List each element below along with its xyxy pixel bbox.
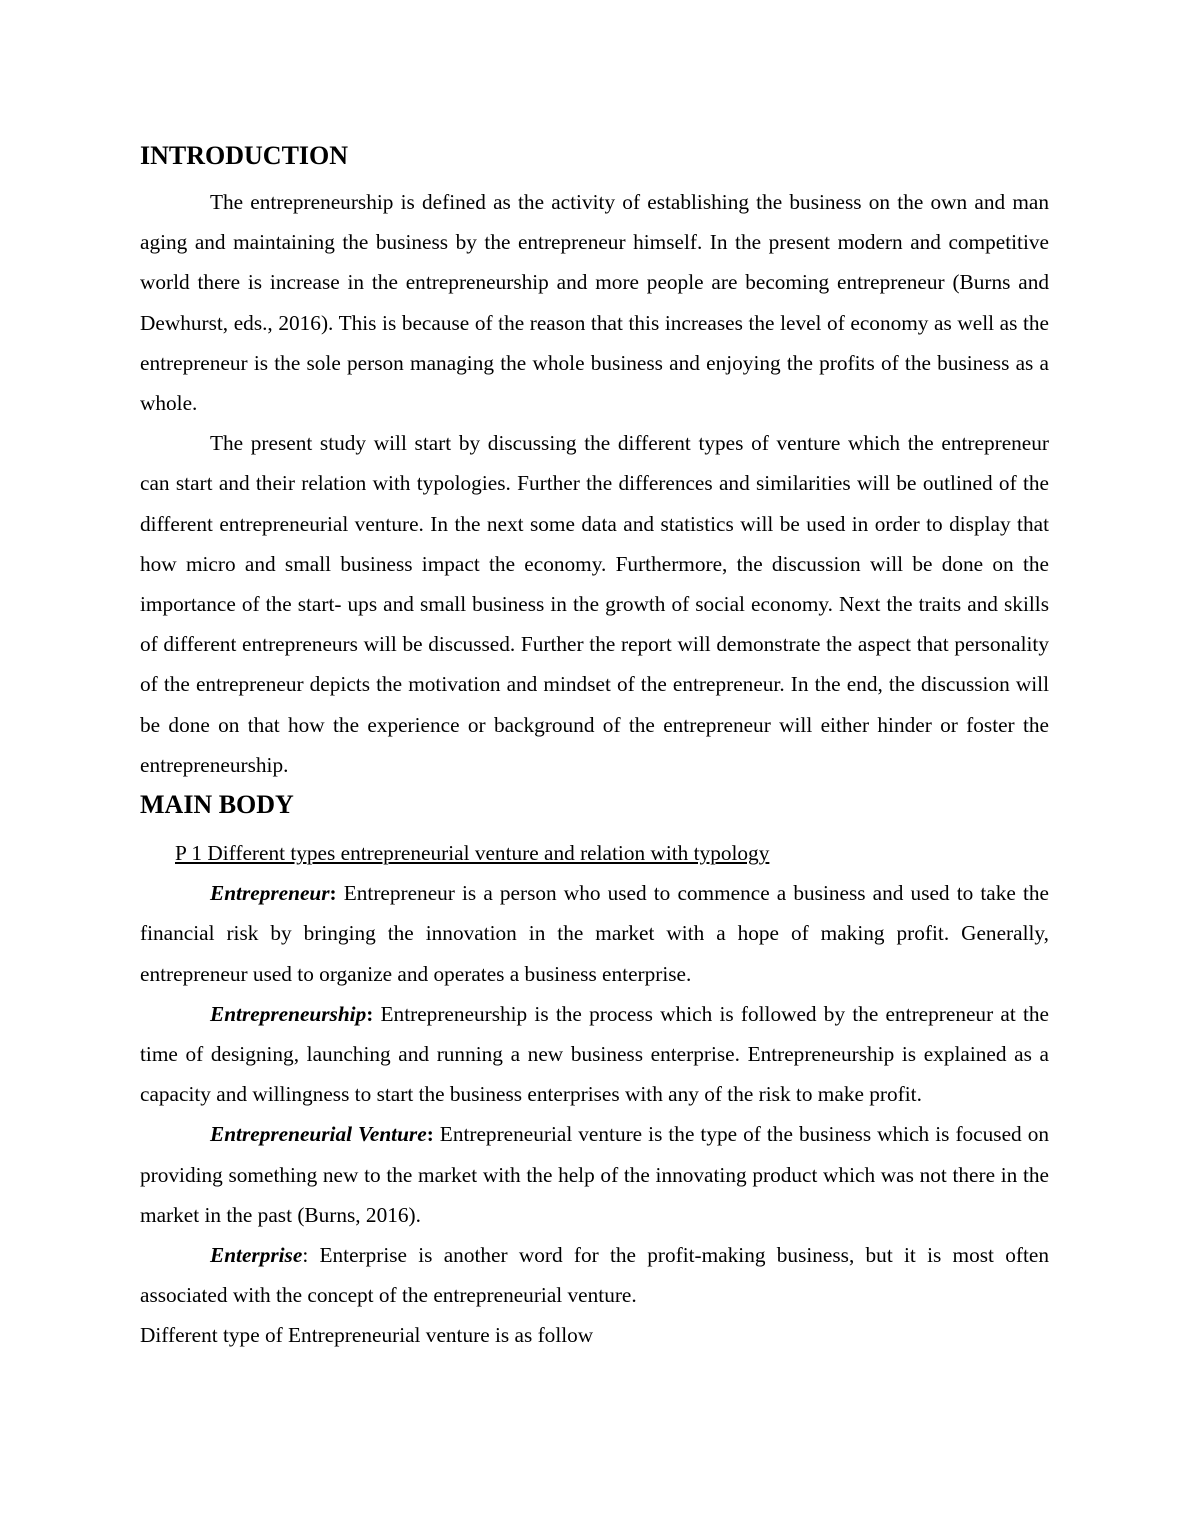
introduction-heading: INTRODUCTION	[140, 141, 349, 170]
main-body-heading: MAIN BODY	[140, 790, 294, 820]
definition-colon: :	[366, 1001, 374, 1026]
closing-line: Different type of Entrepreneurial venture is as follow	[140, 1323, 594, 1348]
definition-term: Entrepreneurial Venture	[210, 1122, 427, 1147]
page-content	[140, 136, 1049, 1356]
section-subheading: P 1 Different types entrepreneurial venture and relation with typology	[175, 841, 770, 866]
definition-text: Entrepreneurial venture is the type of the business which is focused on providing something new to the market with the help of the innovating product which was not there in the market in the past (Burns, 2016).	[140, 1122, 1049, 1227]
definition-text: Entrepreneur is a person who used to commence a business and used to take the financial risk by bringing the innovation in the market with a hope of making profit. Generally, entrepreneur used to organize and operates a business enterprise.	[140, 881, 1049, 986]
definition-term: Entrepreneur	[210, 881, 330, 906]
definition-term: Entrepreneurship	[210, 1001, 367, 1026]
definition-colon: :	[302, 1243, 309, 1268]
definition-entrepreneurial-venture	[140, 1114, 1049, 1235]
definition-entrepreneur	[140, 873, 1049, 994]
definition-enterprise	[140, 1235, 1049, 1315]
introduction-paragraph-2: The present study will start by discussing the different types of venture which the entrepreneur can start and their relation with typologies. Further the differences and similarities will be outlined of the different entrepreneurial venture. In the next some data and statistics will be used in order to display that how micro and small business impact the economy. Furthermore, the discussion will be done on the importance of the start- ups and small business in the growth of social economy. Next the traits and skills of different entrepreneurs will be discussed. Further the report will demonstrate the aspect that personality of the entrepreneur depicts the motivation and mindset of the entrepreneur. In the end, the discussion will be done on that how the experience or background of the entrepreneur will either hinder or foster the entrepreneurship.	[140, 431, 1049, 777]
definition-colon: :	[426, 1122, 434, 1147]
definition-entrepreneurship	[140, 994, 1049, 1115]
definition-text: Enterprise is another word for the profit-making business, but it is most often associated with the concept of the entrepreneurial venture.	[140, 1243, 1049, 1308]
introduction-paragraph-1: The entrepreneurship is defined as the activity of establishing the business on the own and man aging and maintaining the business by the entrepreneur himself. In the present modern and competitive world there is increase in the entrepreneurship and more people are becoming entrepreneur (Burns and Dewhurst, eds., 2016). This is because of the reason that this increases the level of economy as well as the entrepreneur is the sole person managing the whole business and enjoying the profits of the business as a whole.	[140, 190, 1049, 416]
definition-term: Enterprise	[210, 1243, 303, 1268]
definition-colon: :	[329, 881, 337, 906]
spacer	[140, 825, 1049, 833]
definition-text: Entrepreneurship is the process which is followed by the entrepreneur at the time of designing, launching and running a new business enterprise. Entrepreneurship is explained as a capacity and willingness to start the business enterprises with any of the risk to make profit.	[140, 1001, 1049, 1107]
